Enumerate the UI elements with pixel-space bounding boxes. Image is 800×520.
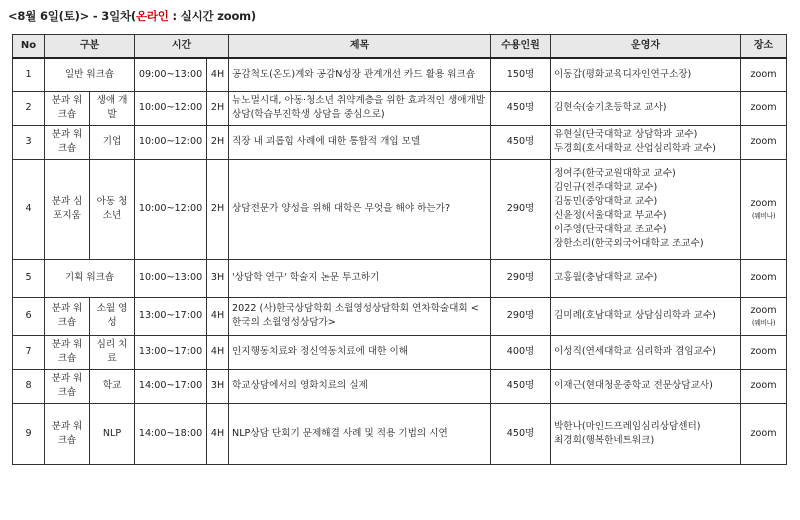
cell-operator (551, 297, 741, 335)
venue-name: zoom (750, 346, 777, 358)
cell-title: NLP상담 단회기 문제해결 사례 및 적용 기법의 시연 (229, 403, 491, 464)
cell-operator (551, 159, 741, 259)
cell-title: 공감척도(온도)계와 공감N성장 관계개선 카드 활용 워크숍 (229, 58, 491, 91)
cell-no: 4 (13, 159, 45, 259)
cell-subcategory: 생애 개발 (90, 91, 135, 125)
venue-name: zoom (750, 136, 777, 148)
cell-capacity: 450명 (491, 91, 551, 125)
cell-venue (741, 259, 787, 297)
cell-duration: 2H (207, 125, 229, 159)
cell-subcategory: 소월 영성 (90, 297, 135, 335)
venue-name: zoom (750, 102, 777, 114)
cell-duration: 3H (207, 259, 229, 297)
cell-category: 분과 워크숍 (45, 369, 90, 403)
page-heading (8, 8, 256, 24)
operator-name: 김미례(호남대학교 상담심리학과 교수) (554, 310, 716, 322)
header-row (13, 35, 787, 59)
cell-time: 10:00~12:00 (135, 91, 207, 125)
cell-no: 9 (13, 403, 45, 464)
cell-time: 13:00~17:00 (135, 335, 207, 369)
cell-title: 상담전문가 양성을 위해 대학은 무엇을 해야 하는가? (229, 159, 491, 259)
operator-name: 이성직(연세대학교 심리학과 겸임교수) (554, 346, 716, 358)
table-row (13, 297, 787, 335)
cell-title: 학교상담에서의 영화치료의 실제 (229, 369, 491, 403)
cell-title: '상담학 연구' 학술지 논문 투고하기 (229, 259, 491, 297)
cell-venue (741, 58, 787, 91)
cell-capacity: 290명 (491, 297, 551, 335)
heading-prefix: <8월 6일(토)> - 3일차( (8, 9, 136, 23)
cell-title: 2022 (사)한국상담학회 소월영성상담학회 연차학술대회 <한국의 소월영성상담가> (229, 297, 491, 335)
col-header-no: No (13, 35, 45, 59)
operator-name: 최경희(행복한네트워크) (554, 434, 655, 446)
cell-duration: 2H (207, 159, 229, 259)
col-header-title: 제목 (229, 35, 491, 59)
cell-category: 일반 워크숍 (45, 58, 135, 91)
venue-note: (웨비나) (751, 318, 776, 327)
operator-name: 김동민(중앙대학교 교수) (554, 196, 658, 208)
cell-capacity: 450명 (491, 125, 551, 159)
cell-venue (741, 403, 787, 464)
cell-no: 7 (13, 335, 45, 369)
cell-category: 분과 워크숍 (45, 403, 90, 464)
cell-time: 13:00~17:00 (135, 297, 207, 335)
cell-operator (551, 91, 741, 125)
cell-duration: 4H (207, 58, 229, 91)
col-header-venue: 장소 (741, 35, 787, 59)
cell-title: 뉴노멀시대, 아동·청소년 취약계층을 위한 효과적인 생애개발 상담(학습부진학생 상담을 중심으로) (229, 91, 491, 125)
cell-category: 분과 워크숍 (45, 125, 90, 159)
cell-no: 3 (13, 125, 45, 159)
table-row (13, 335, 787, 369)
cell-capacity: 290명 (491, 259, 551, 297)
cell-capacity: 450명 (491, 403, 551, 464)
operator-name: 김현숙(숭기초등학교 교사) (554, 102, 667, 114)
cell-operator (551, 125, 741, 159)
cell-no: 1 (13, 58, 45, 91)
cell-duration: 4H (207, 403, 229, 464)
cell-duration: 2H (207, 91, 229, 125)
cell-category: 기획 워크숍 (45, 259, 135, 297)
col-header-time: 시간 (135, 35, 229, 59)
cell-time: 09:00~13:00 (135, 58, 207, 91)
cell-subcategory: 아동 청소년 (90, 159, 135, 259)
cell-operator (551, 335, 741, 369)
operator-name: 고홍월(충남대학교 교수) (554, 272, 658, 284)
operator-name: 유현실(단국대학교 상담학과 교수) (554, 129, 698, 141)
cell-capacity: 450명 (491, 369, 551, 403)
cell-category: 분과 워크숍 (45, 335, 90, 369)
cell-operator (551, 259, 741, 297)
operator-name: 두경희(호서대학교 산업심리학과 교수) (554, 143, 716, 154)
table-row (13, 91, 787, 125)
cell-no: 6 (13, 297, 45, 335)
cell-duration: 4H (207, 297, 229, 335)
cell-subcategory: 기업 (90, 125, 135, 159)
cell-title: 직장 내 괴롭힘 사례에 대한 통합적 개입 모델 (229, 125, 491, 159)
cell-operator (551, 369, 741, 403)
table-row (13, 159, 787, 259)
cell-capacity: 400명 (491, 335, 551, 369)
cell-no: 8 (13, 369, 45, 403)
venue-name: zoom (750, 427, 777, 439)
operator-name: 이재근(현대청운중학교 전문상담교사) (554, 380, 713, 392)
cell-operator (551, 58, 741, 91)
col-header-category: 구분 (45, 35, 135, 59)
cell-venue (741, 91, 787, 125)
cell-subcategory: NLP (90, 403, 135, 464)
col-header-capacity: 수용인원 (491, 35, 551, 59)
cell-venue (741, 159, 787, 259)
venue-name: zoom (750, 68, 777, 80)
venue-name: zoom (750, 272, 777, 284)
cell-duration: 3H (207, 369, 229, 403)
cell-operator (551, 403, 741, 464)
venue-name: zoom (750, 197, 777, 209)
venue-name: zoom (750, 304, 777, 316)
cell-time: 14:00~18:00 (135, 403, 207, 464)
cell-capacity: 150명 (491, 58, 551, 91)
table-row (13, 125, 787, 159)
schedule-table (12, 34, 787, 465)
venue-name: zoom (750, 380, 777, 392)
cell-time: 14:00~17:00 (135, 369, 207, 403)
cell-category: 분과 워크숍 (45, 297, 90, 335)
cell-subcategory: 심리 치료 (90, 335, 135, 369)
cell-subcategory: 학교 (90, 369, 135, 403)
table-row (13, 369, 787, 403)
operator-name: 박한나(마인드프레임심리상담센터) (554, 420, 701, 432)
table-row (13, 403, 787, 464)
cell-time: 10:00~13:00 (135, 259, 207, 297)
table-row (13, 58, 787, 91)
operator-name: 장한소리(한국외국어대학교 조교수) (554, 237, 704, 249)
cell-capacity: 290명 (491, 159, 551, 259)
cell-title: 인지행동치료와 정신역동치료에 대한 이해 (229, 335, 491, 369)
cell-venue (741, 297, 787, 335)
cell-venue (741, 369, 787, 403)
cell-duration: 4H (207, 335, 229, 369)
operator-name: 신윤정(서울대학교 부교수) (554, 210, 667, 221)
col-header-operator: 운영자 (551, 35, 741, 59)
operator-name: 이주영(단국대학교 조교수) (554, 223, 667, 235)
cell-time: 10:00~12:00 (135, 125, 207, 159)
cell-no: 2 (13, 91, 45, 125)
table-row (13, 259, 787, 297)
cell-category: 분과 심포지움 (45, 159, 90, 259)
operator-name: 정여주(한국교원대학교 교수) (554, 168, 676, 180)
cell-category: 분과 워크숍 (45, 91, 90, 125)
cell-venue (741, 335, 787, 369)
cell-no: 5 (13, 259, 45, 297)
cell-venue (741, 125, 787, 159)
venue-note: (웨비나) (751, 211, 776, 220)
heading-highlight: 온라인 (135, 9, 169, 23)
table-body (13, 58, 787, 464)
heading-suffix: : 실시간 zoom) (168, 9, 256, 23)
operator-name: 김인규(전주대학교 교수) (554, 182, 658, 194)
cell-time: 10:00~12:00 (135, 159, 207, 259)
operator-name: 이동갑(평화교육디자인연구소장) (554, 68, 692, 80)
